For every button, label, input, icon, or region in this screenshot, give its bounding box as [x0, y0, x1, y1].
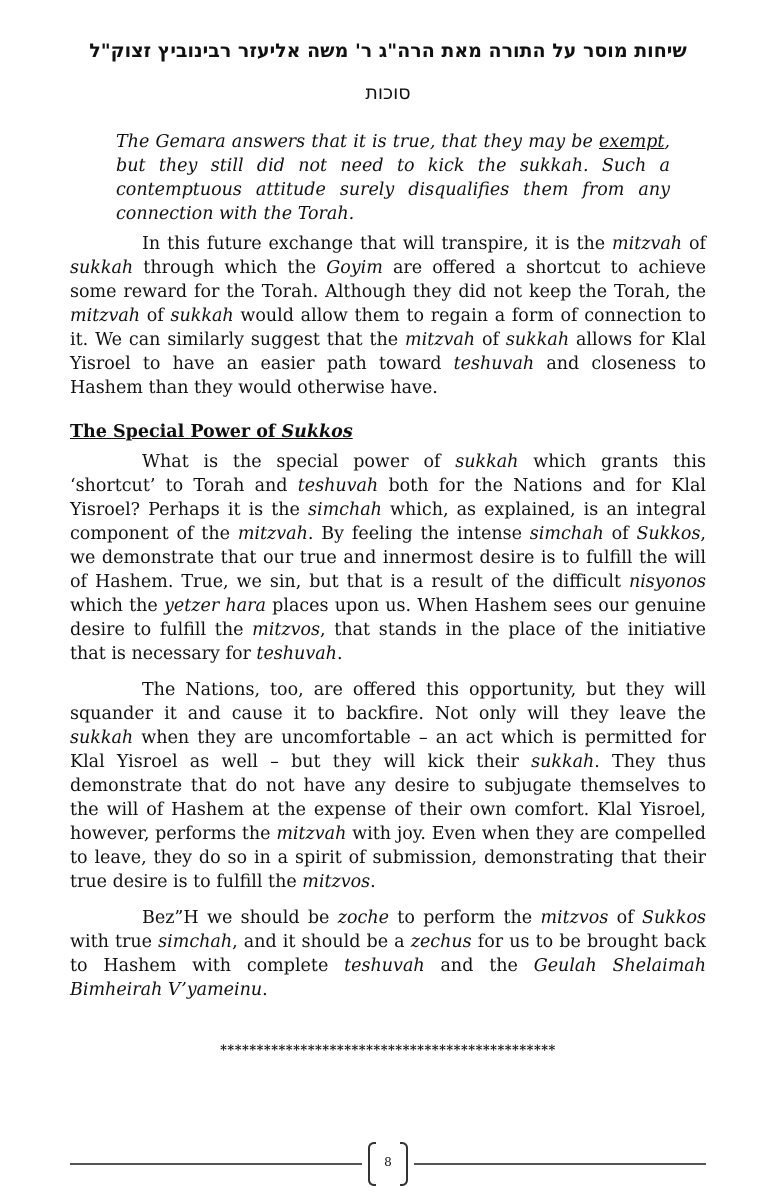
footer-rule-left	[70, 1163, 362, 1165]
page-number: 8	[384, 1155, 392, 1169]
page-footer	[70, 1140, 706, 1186]
paragraph-2: What is the special power of sukkah which grants this ‘shortcut’ to Torah and teshuvah both for the Nations and for Klal Yisroel? Perhaps it is the simchah which, as explained, is an integral component of the mitzvah. By feeling the intense simchah of Sukkos, we demonstrate that our true and innermost desire is to fulfill the will of Hashem. True, we sin, but that is a result of the difficult nisyonos which the yetzer hara places upon us. When Hashem sees our genuine desire to fulfill the mitzvos, that stands in the place of the initiative that is necessary for teshuvah.	[70, 452, 706, 664]
left-bracket-icon	[368, 1142, 376, 1186]
footer-rule-right	[414, 1163, 706, 1165]
running-header-subtitle: סוכות	[365, 82, 411, 104]
running-header-title: שיחות מוסר על התורה מאת הרה"ג ר' משה אליעזר רבינוביץ זצוק"ל	[89, 40, 687, 62]
block-quote	[116, 130, 670, 226]
quote-underlined-word: exempt	[599, 132, 665, 152]
quote-text-2: , but they still did not need to kick the sukkah. Such a contemptuous attitude surely disqualifies them from any connection with the Torah.	[116, 132, 670, 224]
page-number-box	[368, 1142, 408, 1182]
quote-text-1: The Gemara answers that it is true, that they may be	[116, 132, 599, 152]
section-separator: **********************************************	[220, 1043, 556, 1058]
right-bracket-icon	[400, 1142, 408, 1186]
paragraph-1: In this future exchange that will transpire, it is the mitzvah of sukkah through which the Goyim are offered a shortcut to achieve some reward for the Torah. Although they did not keep the Torah, the mitzvah of sukkah would allow them to regain a form of connection to it. We can similarly suggest that the mitzvah of sukkah allows for Klal Yisroel to have an easier path toward teshuvah and closeness to Hashem than they would otherwise have.	[70, 234, 707, 398]
page-body	[70, 130, 706, 1014]
paragraph-4: Bez”H we should be zoche to perform the mitzvos of Sukkos with true simchah, and it should be a zechus for us to be brought back to Hashem with complete teshuvah and the Geulah Shelaimah Bimheirah V’yameinu.	[70, 908, 707, 1000]
section-heading: The Special Power of Sukkos	[70, 422, 353, 442]
paragraph-3: The Nations, too, are offered this opportunity, but they will squander it and cause it to backfire. Not only will they leave the sukkah when they are uncomfortable – an act which is permitted for Klal Yisroel as well – but they will kick their sukkah. They thus demonstrate that do not have any desire to subjugate themselves to the will of Hashem at the expense of their own comfort. Klal Yisroel, however, performs the mitzvah with joy. Even when they are compelled to leave, they do so in a spirit of submission, demonstrating that their true desire is to fulfill the mitzvos.	[70, 680, 706, 892]
